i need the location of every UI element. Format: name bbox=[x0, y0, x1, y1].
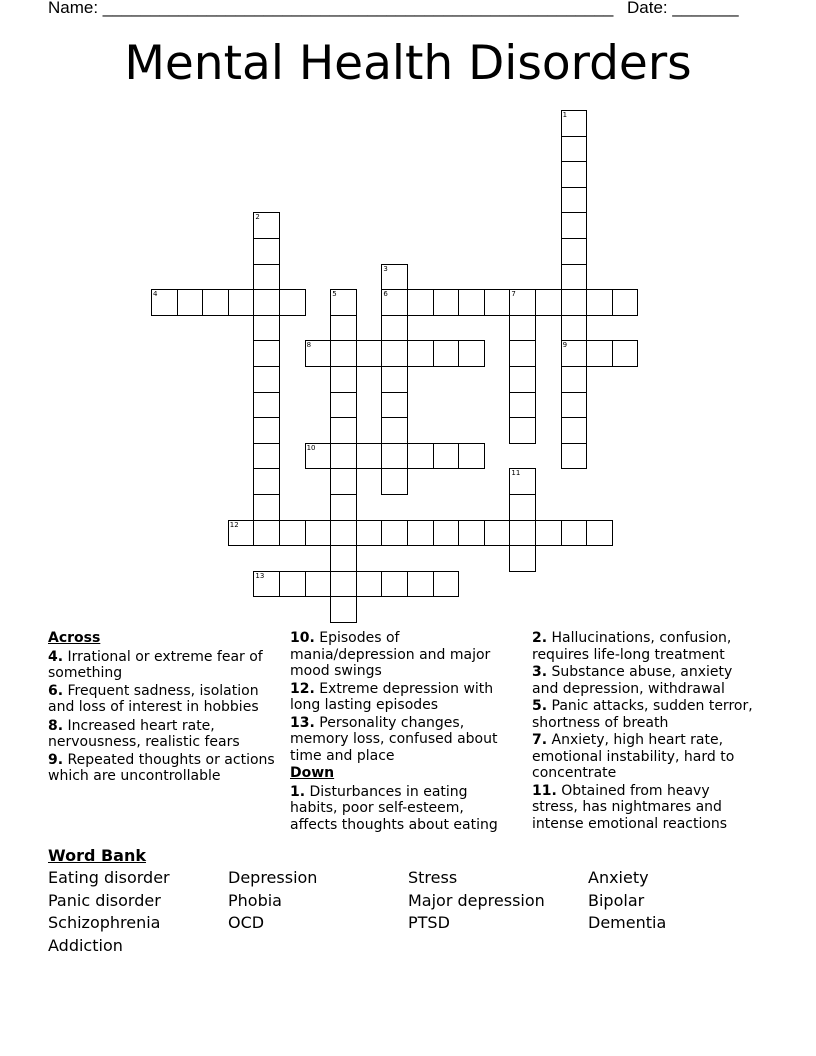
grid-cell[interactable] bbox=[253, 289, 280, 316]
grid-cell[interactable] bbox=[305, 571, 332, 598]
grid-cell[interactable] bbox=[535, 520, 562, 547]
clue-number: 10 bbox=[306, 443, 316, 452]
across-clue-6: 6. Frequent sadness, isolation and loss of interest in hobbies bbox=[48, 682, 259, 715]
name-field-label: Name: ______________________________________________________ bbox=[48, 0, 614, 17]
grid-cell[interactable] bbox=[330, 468, 357, 495]
clue-column-2 bbox=[290, 630, 510, 834]
grid-cell[interactable] bbox=[509, 366, 536, 393]
grid-cell[interactable] bbox=[458, 289, 485, 316]
grid-cell[interactable] bbox=[509, 315, 536, 342]
grid-cell[interactable] bbox=[381, 520, 408, 547]
clue-column-1 bbox=[48, 630, 280, 786]
grid-cell[interactable] bbox=[253, 571, 280, 598]
grid-cell[interactable] bbox=[253, 392, 280, 419]
grid-cell[interactable] bbox=[253, 494, 280, 521]
grid-cell[interactable] bbox=[407, 443, 434, 470]
grid-cell[interactable] bbox=[407, 340, 434, 367]
grid-cell[interactable] bbox=[356, 443, 383, 470]
grid-cell[interactable] bbox=[561, 161, 588, 188]
grid-cell[interactable] bbox=[381, 468, 408, 495]
grid-cell[interactable] bbox=[509, 545, 536, 572]
grid-cell[interactable] bbox=[253, 520, 280, 547]
grid-cell[interactable] bbox=[253, 238, 280, 265]
word-bank-item: Bipolar bbox=[588, 890, 645, 910]
clue-number: 13 bbox=[255, 571, 265, 580]
grid-cell[interactable] bbox=[330, 366, 357, 393]
grid-cell[interactable] bbox=[330, 494, 357, 521]
grid-cell[interactable] bbox=[586, 289, 613, 316]
grid-cell[interactable] bbox=[330, 520, 357, 547]
down-clue-7: 7. Anxiety, high heart rate, emotional instability, hard to concentrate bbox=[532, 732, 735, 781]
grid-cell[interactable] bbox=[561, 340, 588, 367]
clue-number: 11 bbox=[511, 469, 521, 478]
grid-cell[interactable] bbox=[612, 340, 639, 367]
grid-cell[interactable] bbox=[509, 468, 536, 495]
grid-cell[interactable] bbox=[561, 315, 588, 342]
down-clue-11: 11. Obtained from heavy stress, has nightmares and intense emotional reactions bbox=[532, 782, 728, 832]
grid-cell[interactable] bbox=[407, 571, 434, 598]
grid-cell[interactable] bbox=[561, 443, 588, 470]
grid-cell[interactable] bbox=[458, 443, 485, 470]
grid-cell[interactable] bbox=[279, 520, 306, 547]
word-bank-item: Major depression bbox=[408, 890, 545, 910]
grid-cell[interactable] bbox=[561, 417, 588, 444]
grid-cell[interactable] bbox=[433, 289, 460, 316]
grid-cell[interactable] bbox=[561, 187, 588, 214]
clue-number: 9 bbox=[562, 341, 568, 350]
down-heading: Down bbox=[290, 765, 335, 781]
word-bank-item: Depression bbox=[228, 868, 318, 887]
grid-cell[interactable] bbox=[228, 289, 255, 316]
grid-cell[interactable] bbox=[586, 340, 613, 367]
grid-cell[interactable] bbox=[484, 289, 511, 316]
clue-number: 8 bbox=[306, 341, 312, 350]
word-bank-item: Anxiety bbox=[588, 868, 649, 887]
grid-cell[interactable] bbox=[381, 340, 408, 367]
grid-cell[interactable] bbox=[305, 520, 332, 547]
word-bank-item: Panic disorder bbox=[48, 890, 161, 910]
grid-cell[interactable] bbox=[279, 289, 306, 316]
grid-cell[interactable] bbox=[253, 366, 280, 393]
grid-cell[interactable] bbox=[381, 264, 408, 291]
grid-cell[interactable] bbox=[509, 494, 536, 521]
grid-cell[interactable] bbox=[433, 571, 460, 598]
grid-cell[interactable] bbox=[509, 392, 536, 419]
grid-cell[interactable] bbox=[433, 520, 460, 547]
grid-cell[interactable] bbox=[561, 366, 588, 393]
grid-cell[interactable] bbox=[253, 212, 280, 239]
grid-cell[interactable] bbox=[381, 315, 408, 342]
down-clue-3: 3. Substance abuse, anxiety and depression, withdrawal bbox=[532, 664, 733, 697]
date-field-label: Date: _______ bbox=[627, 0, 739, 17]
grid-cell[interactable] bbox=[330, 417, 357, 444]
word-bank-item: Phobia bbox=[228, 890, 282, 910]
grid-cell[interactable] bbox=[561, 289, 588, 316]
grid-cell[interactable] bbox=[330, 392, 357, 419]
grid-cell[interactable] bbox=[433, 443, 460, 470]
across-clue-4: 4. Irrational or extreme fear of something bbox=[48, 648, 263, 681]
grid-cell[interactable] bbox=[330, 571, 357, 598]
grid-cell[interactable] bbox=[381, 417, 408, 444]
grid-cell[interactable] bbox=[279, 571, 306, 598]
grid-cell[interactable] bbox=[381, 571, 408, 598]
grid-cell[interactable] bbox=[407, 289, 434, 316]
grid-cell[interactable] bbox=[561, 392, 588, 419]
grid-cell[interactable] bbox=[509, 340, 536, 367]
grid-cell[interactable] bbox=[561, 238, 588, 265]
grid-cell[interactable] bbox=[561, 264, 588, 291]
grid-cell[interactable] bbox=[433, 340, 460, 367]
grid-cell[interactable] bbox=[561, 212, 588, 239]
grid-cell[interactable] bbox=[381, 443, 408, 470]
word-bank-item: PTSD bbox=[408, 913, 450, 932]
clue-number: 12 bbox=[229, 520, 239, 529]
grid-cell[interactable] bbox=[151, 289, 178, 316]
grid-cell[interactable] bbox=[330, 443, 357, 470]
grid-cell[interactable] bbox=[509, 289, 536, 316]
word-bank-item: Schizophrenia bbox=[48, 913, 161, 932]
grid-cell[interactable] bbox=[484, 520, 511, 547]
grid-cell[interactable] bbox=[381, 289, 408, 316]
grid-cell[interactable] bbox=[330, 596, 357, 623]
word-bank-title: Word Bank bbox=[48, 846, 147, 865]
down-clue-1: 1. Disturbances in eating habits, poor self-esteem, affects thoughts about eating bbox=[290, 783, 498, 833]
across-clue-13: 13. Personality changes, memory loss, confused about time and place bbox=[290, 714, 498, 764]
grid-cell[interactable] bbox=[305, 443, 332, 470]
grid-cell[interactable] bbox=[509, 520, 536, 547]
grid-cell[interactable] bbox=[253, 315, 280, 342]
down-clue-2: 2. Hallucinations, confusion, requires life-long treatment bbox=[532, 630, 732, 663]
grid-cell[interactable] bbox=[612, 289, 639, 316]
grid-cell[interactable] bbox=[330, 315, 357, 342]
grid-cell[interactable] bbox=[228, 520, 255, 547]
grid-cell[interactable] bbox=[177, 289, 204, 316]
grid-cell[interactable] bbox=[253, 264, 280, 291]
grid-cell[interactable] bbox=[381, 392, 408, 419]
grid-cell[interactable] bbox=[202, 289, 229, 316]
grid-cell[interactable] bbox=[356, 340, 383, 367]
clue-number: 5 bbox=[332, 290, 337, 299]
grid-cell[interactable] bbox=[407, 520, 434, 547]
clue-number: 6 bbox=[383, 290, 388, 299]
grid-cell[interactable] bbox=[356, 571, 383, 598]
grid-cell[interactable] bbox=[509, 417, 536, 444]
across-clue-12: 12. Extreme depression with long lasting episodes bbox=[290, 680, 494, 713]
grid-cell[interactable] bbox=[458, 340, 485, 367]
clue-number: 3 bbox=[383, 264, 388, 273]
grid-cell[interactable] bbox=[586, 520, 613, 547]
word-bank-item: Dementia bbox=[588, 913, 667, 932]
grid-cell[interactable] bbox=[330, 340, 357, 367]
grid-cell[interactable] bbox=[458, 520, 485, 547]
across-clue-9: 9. Repeated thoughts or actions which are uncontrollable bbox=[48, 751, 275, 784]
clue-column-3 bbox=[532, 630, 754, 833]
grid-cell[interactable] bbox=[305, 340, 332, 367]
across-heading: Across bbox=[48, 630, 101, 646]
grid-cell[interactable] bbox=[356, 520, 383, 547]
grid-cell[interactable] bbox=[253, 340, 280, 367]
grid-cell[interactable] bbox=[253, 443, 280, 470]
clue-number: 7 bbox=[511, 290, 516, 299]
grid-cell[interactable] bbox=[535, 289, 562, 316]
word-bank-item: Addiction bbox=[48, 935, 123, 955]
clue-number: 1 bbox=[562, 111, 568, 119]
word-bank-item: OCD bbox=[228, 913, 265, 932]
across-clue-10: 10. Episodes of mania/depression and major mood swings bbox=[290, 630, 491, 679]
word-bank-item: Eating disorder bbox=[48, 868, 170, 887]
grid-cell[interactable] bbox=[561, 110, 588, 137]
down-clue-5: 5. Panic attacks, sudden terror, shortness of breath bbox=[532, 698, 753, 731]
grid-cell[interactable] bbox=[381, 366, 408, 393]
grid-cell[interactable] bbox=[253, 468, 280, 495]
grid-cell[interactable] bbox=[330, 545, 357, 572]
grid-cell[interactable] bbox=[330, 289, 357, 316]
clue-number: 2 bbox=[255, 213, 260, 222]
grid-cell[interactable] bbox=[561, 136, 588, 163]
page-title: Mental Health Disorders bbox=[124, 36, 692, 91]
grid-cell[interactable] bbox=[253, 417, 280, 444]
clue-number: 4 bbox=[153, 290, 158, 299]
across-clue-8: 8. Increased heart rate, nervousness, realistic fears bbox=[48, 717, 240, 750]
word-bank-item: Stress bbox=[408, 868, 458, 887]
grid-cell[interactable] bbox=[561, 520, 588, 547]
